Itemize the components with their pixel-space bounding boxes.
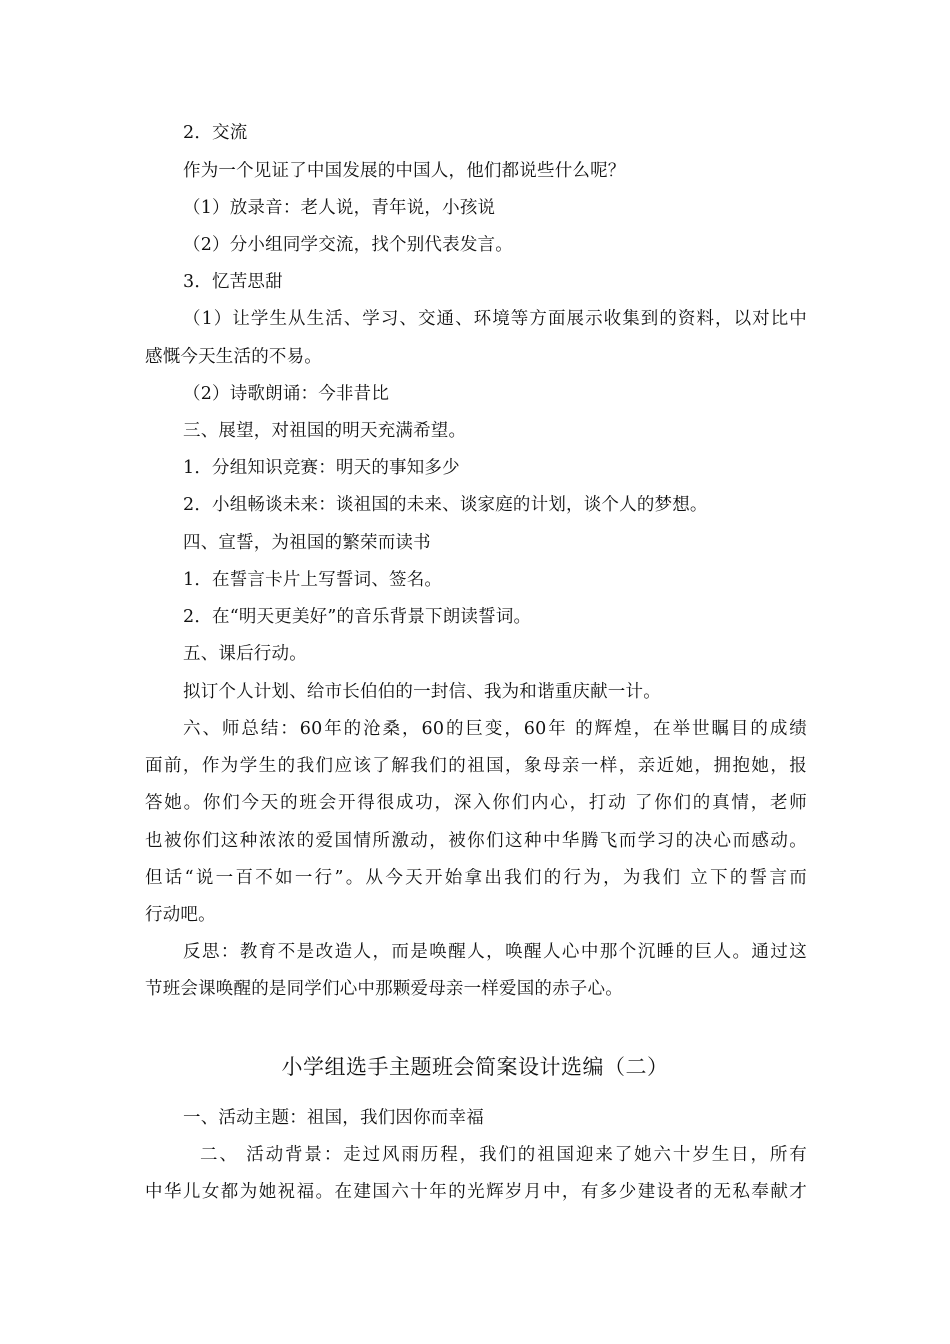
paragraph-line: 面前，作为学生的我们应该了解我们的祖国，象母亲一样，亲近她，拥抱她，报 xyxy=(145,756,807,776)
paragraph-line: （1）让学生从生活、学习、交通、环境等方面展示收集到的资料，以对比中 xyxy=(183,309,807,329)
heading-after-class: 五、课后行动。 xyxy=(183,644,307,664)
reflection-line: 节班会课唤醒的是同学们心中那颗爱母亲一样爱国的赤子心。 xyxy=(145,979,623,999)
paragraph-line: 中华儿女都为她祝福。在建国六十年的光辉岁月中，有多少建设者的无私奉献才 xyxy=(145,1182,807,1202)
activity-theme-line: 一、活动主题：祖国，我们因你而幸福 xyxy=(183,1108,484,1128)
heading-outlook: 三、展望，对祖国的明天充满希望。 xyxy=(183,421,467,441)
paragraph-line: 答她。你们今天的班会开得很成功，深入你们内心，打动 了你们的真情，老师 xyxy=(145,793,807,813)
paragraph-line: 但话“说一百不如一行”。从今天开始拿出我们的行为，为我们 立下的誓言而 xyxy=(145,868,807,888)
heading-exchange: 2．交流 xyxy=(183,123,248,143)
heading-recall: 3．忆苦思甜 xyxy=(183,272,283,292)
paragraph-line: 1．分组知识竞赛：明天的事知多少 xyxy=(183,458,460,478)
paragraph-line: 拟订个人计划、给市长伯伯的一封信、我为和谐重庆献一计。 xyxy=(183,682,661,702)
paragraph-line: 感慨今天生活的不易。 xyxy=(145,347,322,367)
paragraph-line: 作为一个见证了中国发展的中国人，他们都说些什么呢？ xyxy=(183,161,626,181)
heading-oath: 四、宣誓，为祖国的繁荣而读书 xyxy=(183,533,431,553)
paragraph-line: 2．在“明天更美好”的音乐背景下朗读誓词。 xyxy=(183,607,532,627)
paragraph-line: （2）分小组同学交流，找个别代表发言。 xyxy=(183,235,513,255)
paragraph-line: （2）诗歌朗诵：今非昔比 xyxy=(183,384,390,404)
activity-background-line: 二、 活动背景：走过风雨历程，我们的祖国迎来了她六十岁生日，所有 xyxy=(200,1145,807,1165)
paragraph-line: 行动吧。 xyxy=(145,905,216,925)
paragraph-line: 2．小组畅谈未来：谈祖国的未来、谈家庭的计划，谈个人的梦想。 xyxy=(183,495,708,515)
paragraph-line: 1．在誓言卡片上写誓词、签名。 xyxy=(183,570,443,590)
section-title: 小学组选手主题班会简案设计选编（二） xyxy=(281,1055,669,1079)
paragraph-line: 也被你们这种浓浓的爱国情所激动，被你们这种中华腾飞而学习的决心而感动。 xyxy=(145,831,807,851)
paragraph-line: （1）放录音：老人说，青年说，小孩说 xyxy=(183,198,496,218)
reflection-line: 反思：教育不是改造人，而是唤醒人，唤醒人心中那个沉睡的巨人。通过这 xyxy=(183,942,807,962)
heading-teacher-summary: 六、师总结：60年的沧桑，60的巨变，60年 的辉煌，在举世瞩目的成绩 xyxy=(183,719,807,739)
